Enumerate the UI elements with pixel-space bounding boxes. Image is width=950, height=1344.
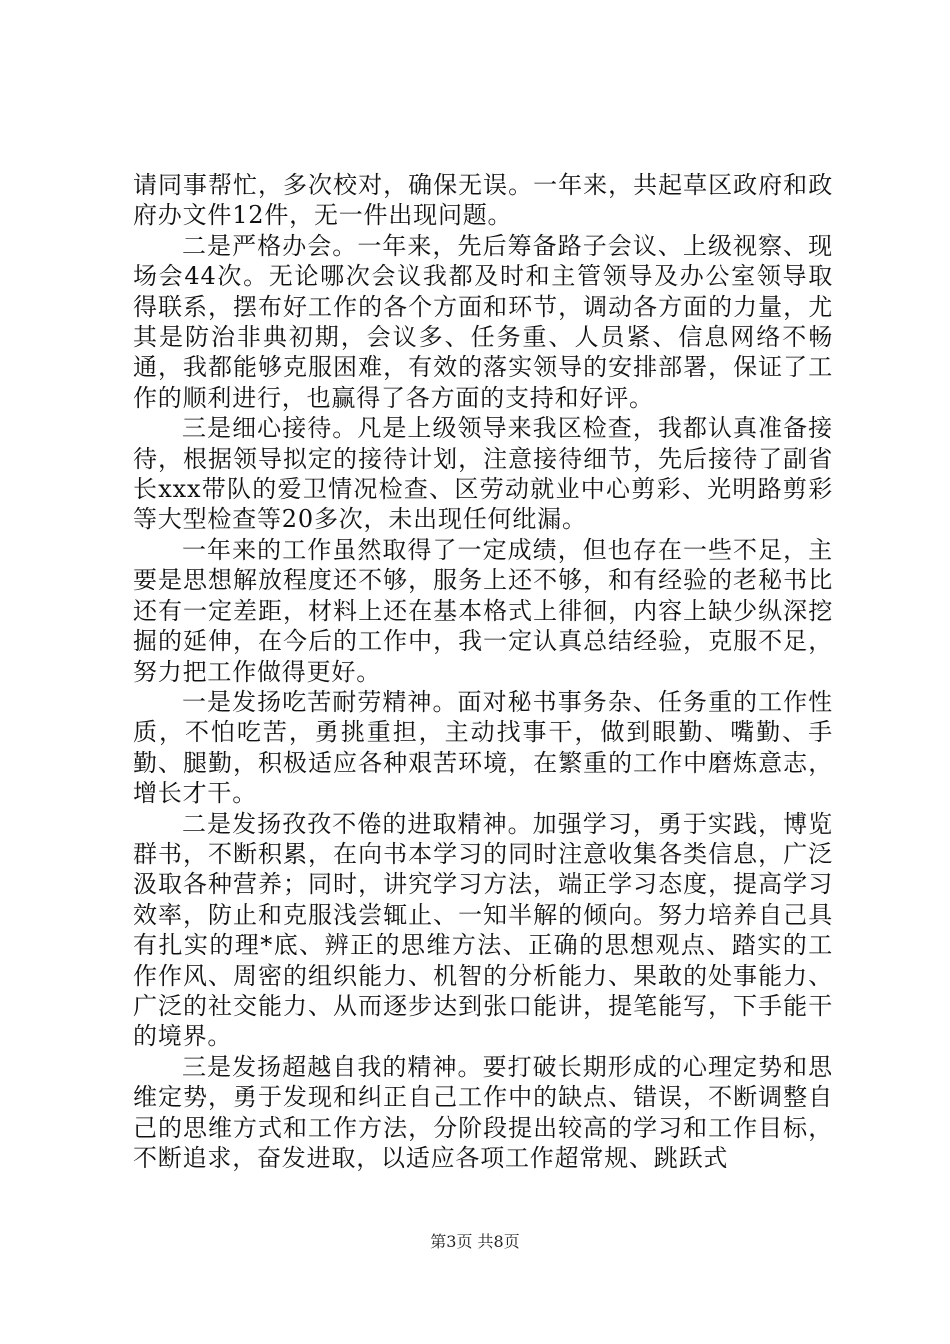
page-number-label: 第3页 共8页 bbox=[430, 1232, 520, 1251]
paragraph-2: 二是严格办会。一年来，先后筹备路子会议、上级视察、现场会44次。无论哪次会议我都及时和主管领导及办公室领导取得联系，摆布好工作的各个方面和环节，调动各方面的力量，尤其是防治非典初期，会议多、任务重、人员紧、信息网络不畅通，我都能够克服困难，有效的落实领导的安排部署，保证了工作的顺利进行，也赢得了各方面的支持和好评。 bbox=[133, 231, 833, 412]
document-body bbox=[133, 170, 833, 1173]
paragraph-3: 三是细心接待。凡是上级领导来我区检查，我都认真准备接待，根据领导拟定的接待计划，注意接待细节，先后接待了副省长xxx带队的爱卫情况检查、区劳动就业中心剪彩、光明路剪彩等大型检查等20多次，未出现任何纰漏。 bbox=[133, 414, 833, 534]
paragraph-5: 一是发扬吃苦耐劳精神。面对秘书事务杂、任务重的工作性质，不怕吃苦，勇挑重担，主动找事干，做到眼勤、嘴勤、手勤、腿勤，积极适应各种艰苦环境，在繁重的工作中磨炼意志，增长才干。 bbox=[133, 687, 833, 808]
page-footer bbox=[0, 1232, 950, 1252]
paragraph-7: 三是发扬超越自我的精神。要打破长期形成的心理定势和思维定势，勇于发现和纠正自己工作中的缺点、错误，不断调整自己的思维方式和工作方法，分阶段提出较高的学习和工作目标，不断追求，奋发进取，以适应各项工作超常规、跳跃式 bbox=[133, 1052, 833, 1172]
paragraph-4: 一年来的工作虽然取得了一定成绩，但也存在一些不足，主要是思想解放程度还不够，服务上还不够，和有经验的老秘书比还有一定差距，材料上还在基本格式上徘徊，内容上缺少纵深挖掘的延伸，在今后的工作中，我一定认真总结经验，克服不足，努力把工作做得更好。 bbox=[133, 535, 833, 686]
paragraph-1: 请同事帮忙，多次校对，确保无误。一年来，共起草区政府和政府办文件12件，无一件出现问题。 bbox=[133, 171, 833, 230]
paragraph-6: 二是发扬孜孜不倦的进取精神。加强学习，勇于实践，博览群书，不断积累，在向书本学习的同时注意收集各类信息，广泛汲取各种营养；同时，讲究学习方法，端正学习态度，提高学习效率，防止和克服浅尝辄止、一知半解的倾向。努力培养自己具有扎实的理*底、辨正的思维方法、正确的思想观点、踏实的工作作风、周密的组织能力、机智的分析能力、果敢的处事能力、广泛的社交能力、从而逐步达到张口能讲，提笔能写，下手能干的境界。 bbox=[133, 809, 833, 1051]
